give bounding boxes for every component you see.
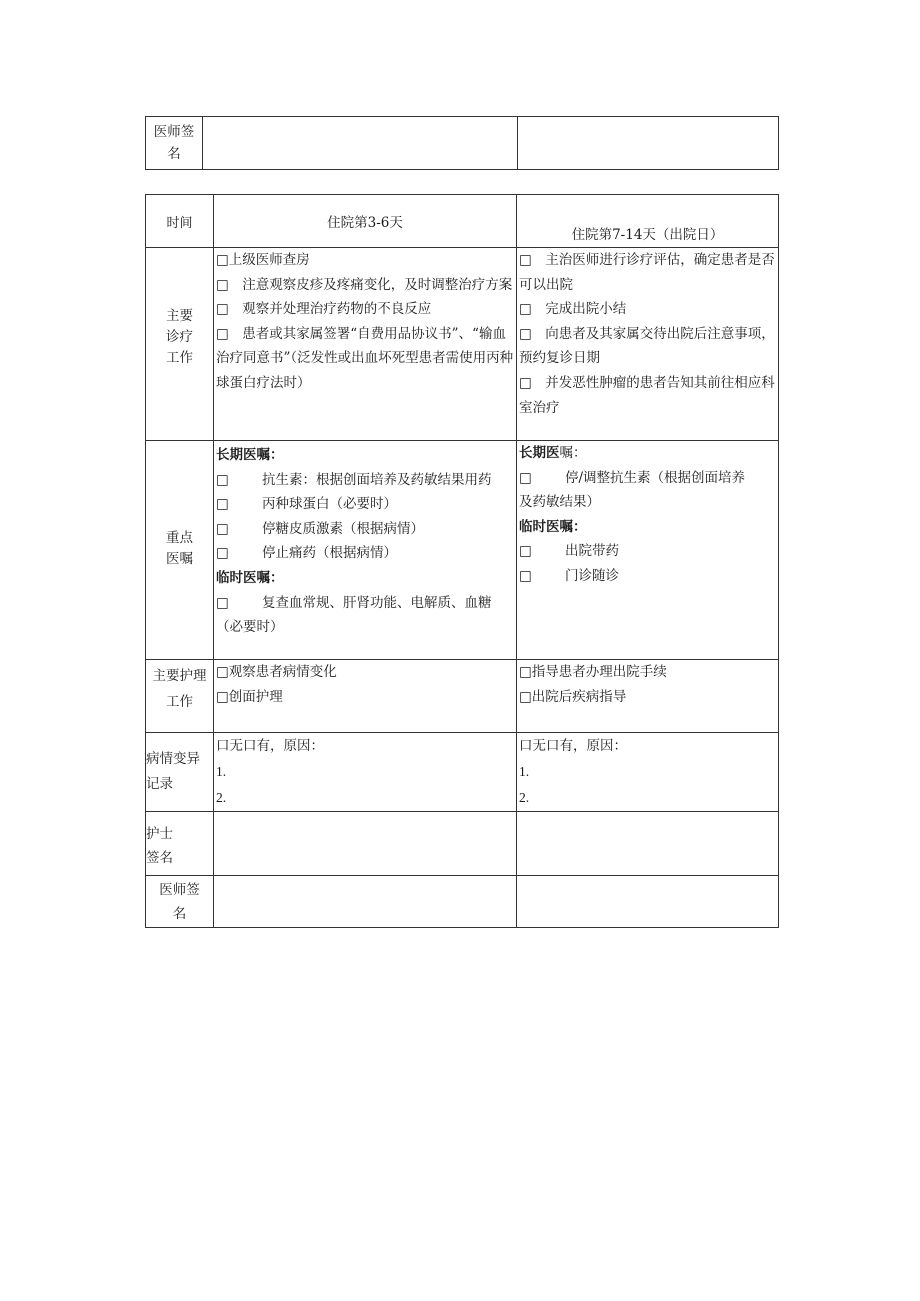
nurse-sign-label-cell (146, 812, 214, 876)
nurse-sign-field-2[interactable] (517, 812, 779, 876)
nurse-sign-label-2: 签名 (146, 850, 173, 866)
main-work-item: □ 观察并处理治疗药物的不良反应 (216, 301, 432, 318)
pathway-table (145, 194, 779, 928)
variation-col2[interactable] (517, 733, 779, 812)
variation-reason-2[interactable]: 2. (216, 790, 227, 805)
main-work-item: □ 注意观察皮疹及疼痛变化，及时调整治疗方案 (216, 276, 513, 293)
doctor-sign-field-2[interactable] (517, 876, 779, 928)
nursing-item: □出院后疾病指导 (519, 688, 627, 705)
main-work-col2 (517, 248, 779, 441)
main-work-label-2: 诊疗 (166, 329, 193, 345)
long-term-orders-title: 长期医嘱： (216, 447, 284, 463)
nursing-label-cell (146, 660, 214, 733)
nursing-item: □观察患者病情变化 (216, 664, 337, 680)
main-work-item: □上级医师查房 (216, 252, 310, 268)
nurse-sign-field-1[interactable] (214, 812, 517, 876)
temp-orders-title: 临时医嘱： (216, 569, 284, 586)
doctor-sign-label-1: 医师签 (159, 882, 200, 898)
doctor-sign-field-2[interactable] (518, 117, 779, 170)
main-work-label-1: 主要 (166, 308, 193, 324)
main-work-item: □ 完成出院小结 (519, 301, 627, 318)
main-work-item: □ 向患者及其家属交待出院后注意事项，预约复诊日期 (519, 325, 775, 367)
variation-col1[interactable] (214, 733, 517, 812)
order-item: □ 抗生素：根据创面培养及药敏结果用药 (216, 471, 492, 488)
variation-label-1: 病情变异 (146, 751, 200, 767)
col1-title: 住院第3-6天 (327, 215, 403, 231)
orders-label-1: 重点 (166, 530, 193, 546)
nursing-item: □指导患者办理出院手续 (519, 664, 667, 680)
col2-title: 住院第7-14天（出院日） (571, 227, 724, 243)
variation-status[interactable]: 口无口有，原因： (519, 738, 627, 753)
order-item: □ 停/调整抗生素（根据创面培养 (519, 469, 746, 486)
order-item-continued: 及药敏结果） (519, 494, 600, 511)
order-item: □ 门诊随诊 (519, 567, 619, 584)
nursing-col1 (214, 660, 517, 733)
nursing-col2 (517, 660, 779, 733)
col1-header (214, 195, 517, 248)
main-work-label-cell (146, 248, 214, 441)
doctor-sign-label: 医师签名 (153, 124, 195, 162)
variation-label-2: 记录 (146, 776, 173, 792)
orders-col1 (214, 441, 517, 660)
order-item: □ 停糖皮质激素（根据病情） (216, 520, 424, 537)
main-work-label-3: 工作 (166, 350, 193, 366)
variation-label-cell (146, 733, 214, 812)
main-work-item: □ 并发恶性肿瘤的患者告知其前往相应科室治疗 (519, 374, 775, 416)
order-item: □ 复查血常规、肝肾功能、电解质、血糖 (216, 594, 492, 611)
nursing-item: □创面护理 (216, 688, 283, 705)
order-item-continued: （必要时） (216, 619, 284, 636)
doctor-sign-field-1[interactable] (214, 876, 517, 928)
order-item: □ 出院带药 (519, 543, 619, 560)
variation-reason-2[interactable]: 2. (519, 790, 530, 805)
time-label: 时间 (166, 215, 193, 231)
main-work-item: □ 主治医师进行诊疗评估，确定患者是否可以出院 (519, 252, 775, 293)
time-header (146, 195, 214, 248)
orders-label-cell (146, 441, 214, 660)
order-item: □ 丙种球蛋白（必要时） (216, 496, 397, 513)
doctor-sign-label-cell (146, 876, 214, 928)
doctor-sign-label-2: 名 (172, 906, 187, 922)
top-signature-table (145, 116, 779, 170)
doctor-sign-field-1[interactable] (203, 117, 518, 170)
nursing-label-1: 主要护理 (152, 668, 207, 684)
orders-col2 (517, 441, 779, 660)
variation-reason-1[interactable]: 1. (519, 764, 530, 779)
order-item: □ 停止痛药（根据病情） (216, 545, 397, 562)
variation-reason-1[interactable]: 1. (216, 764, 227, 779)
temp-orders-title: 临时医嘱： (519, 518, 587, 535)
main-work-item: □ 患者或其家属签署“自费用品协议书”、“输血治疗同意书”（泛发性或出血坏死型患者需使用丙种球蛋白疗法时） (216, 325, 514, 391)
orders-label-2: 医嘱 (166, 551, 193, 567)
main-work-col1 (214, 248, 517, 441)
nurse-sign-label-1: 护士 (146, 826, 173, 842)
variation-status[interactable]: 口无口有，原因： (216, 738, 324, 753)
nursing-label-2: 工作 (166, 694, 193, 710)
long-term-orders-title: 长期医嘱： (519, 445, 587, 461)
doctor-sign-label-cell (146, 117, 203, 170)
col2-header (517, 195, 779, 248)
